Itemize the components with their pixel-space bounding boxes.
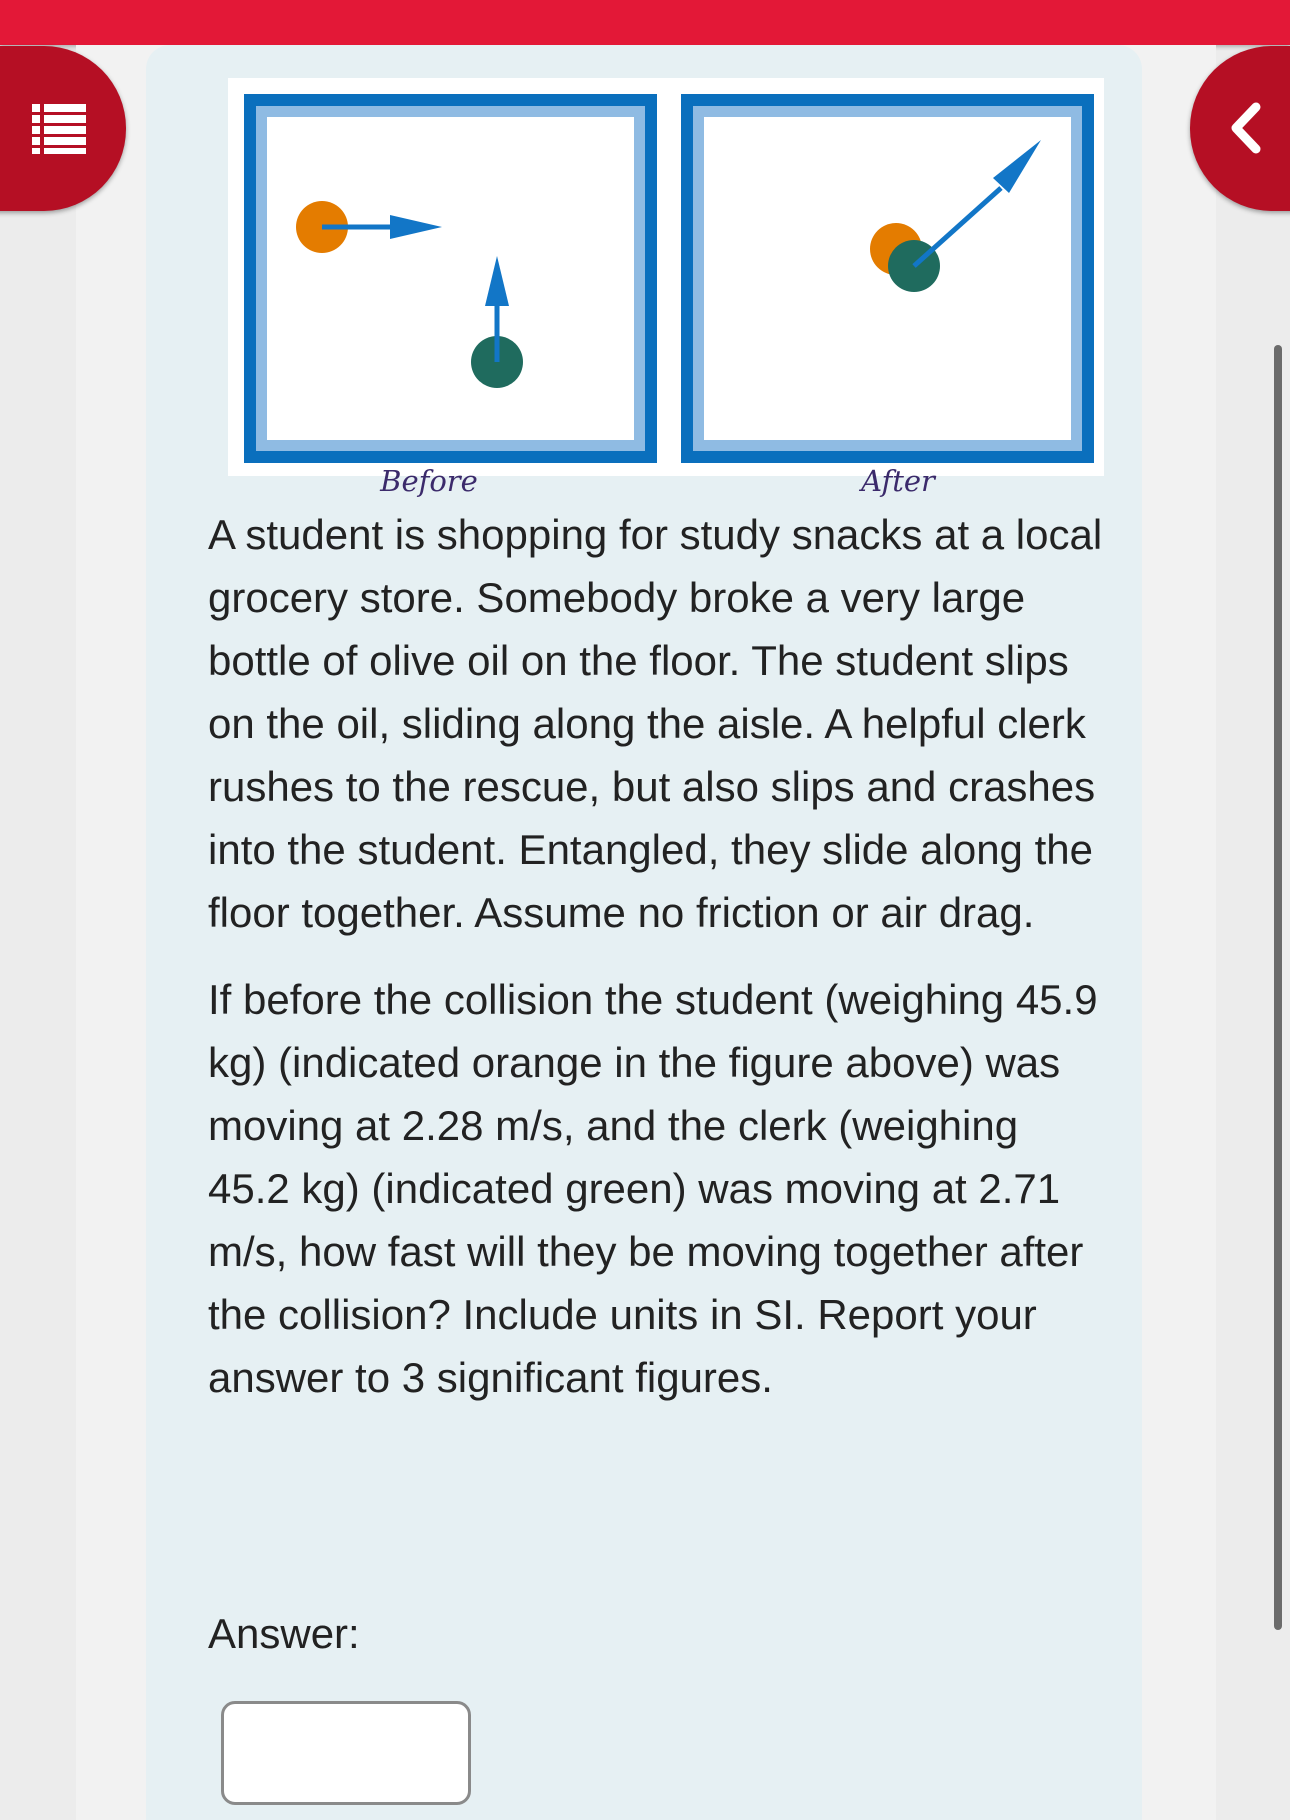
collision-figure bbox=[228, 78, 1104, 498]
after-label: After bbox=[861, 464, 935, 498]
before-panel bbox=[244, 94, 657, 463]
problem-paragraph-1: A student is shopping for study snacks at a local grocery store. Somebody broke a very large bottle of olive oil on the floor. The student slips on the oil, sliding along the aisle. A helpful clerk rushes to the rescue, but also slips and crashes into the student. Entangled, they slide along the floor together. Assume no friction or air drag. bbox=[208, 511, 1103, 936]
scrollbar[interactable] bbox=[1274, 345, 1282, 1630]
after-panel bbox=[681, 94, 1094, 463]
problem-text bbox=[208, 503, 1108, 1409]
answer-input[interactable] bbox=[221, 1701, 471, 1805]
chevron-left-icon bbox=[1226, 101, 1266, 156]
answer-label: Answer: bbox=[208, 1610, 360, 1657]
list-icon bbox=[32, 104, 86, 154]
problem-paragraph-2: If before the collision the student (weighing 45.9 kg) (indicated orange in the figure above) was moving at 2.28 m/s, and the clerk (weighing 45.2 kg) (indicated green) was moving at 2.71 m/s, how fast will they be moving together after the collision? Include units in SI. Report your answer to 3 significant figures. bbox=[208, 976, 1098, 1401]
before-canvas bbox=[267, 117, 634, 440]
before-label: Before bbox=[380, 464, 478, 498]
top-bar bbox=[0, 0, 1290, 45]
